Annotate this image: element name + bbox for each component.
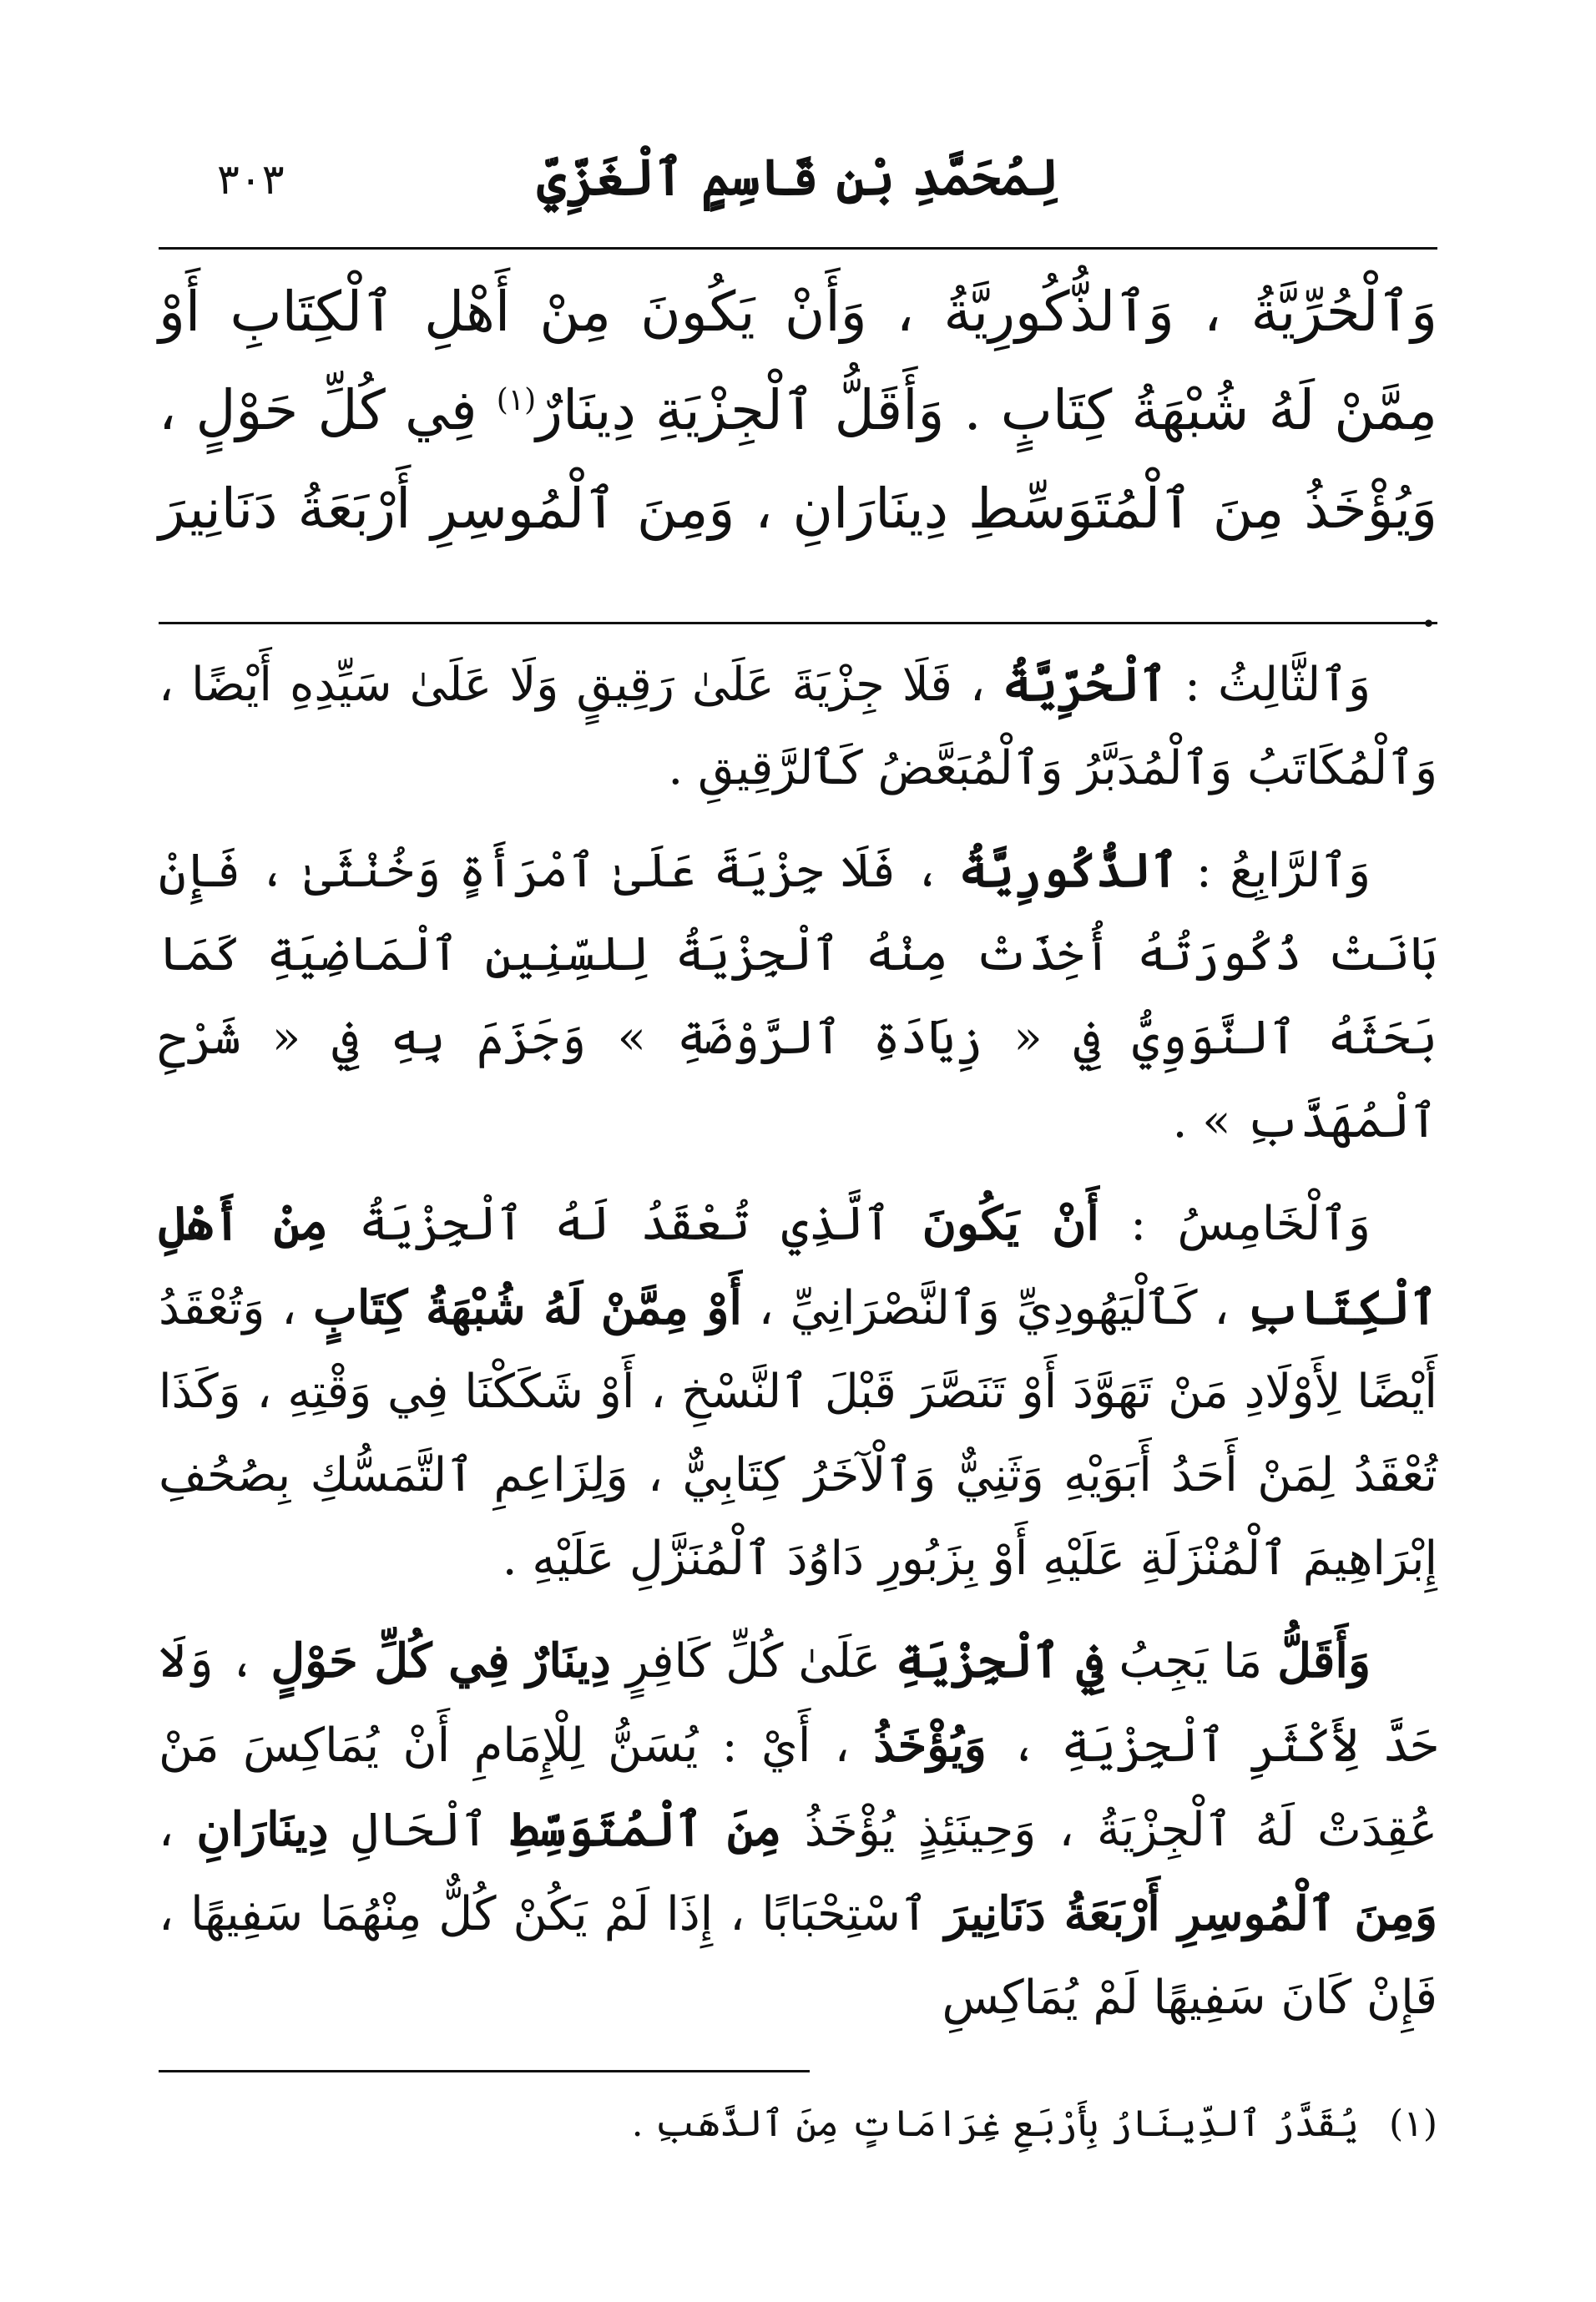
p4-rest: ٱسْتِحْبَابًا ، إِذَا لَمْ يَكُنْ كُلٌّ مِنْهُمَا سَفِيهًا ، فَإِنْ كَانَ سَفِيهًا لَمْ يُمَاكِسِ — [159, 1887, 1437, 2025]
matn-text — [159, 263, 1437, 657]
p3-bold-1: أَنْ يَكُونَ — [922, 1196, 1099, 1251]
matn-commentary-divider — [159, 622, 1437, 624]
p2-rest: ، فَلَا جِزْيَةَ عَلَىٰ ٱمْرَأَةٍ وَخُنْثَىٰ ، فَإِنْ بَانَتْ ذُكُورَتُهُ أُخِذَتْ مِنْهُ ٱلْجِزْيَةُ لِلسِّنِينِ ٱلْمَاضِيَةِ كَمَا بَحَثَهُ ٱلنَّوَوِيُّ فِي « زِيَادَةِ ٱلرَّوْضَةِ » وَجَزَمَ بِهِ فِي « شَرْحِ ٱلْمُهَذَّبِ » . — [159, 844, 1437, 1148]
footnote-marker: (١) — [496, 383, 537, 417]
commentary — [159, 643, 1437, 2058]
footnote-text: يُقَدَّرُ ٱلدِّينَارُ بِأَرْبَعِ غِرَامَاتٍ مِنَ ٱلذَّهَبِ . — [631, 2103, 1360, 2145]
footnote — [159, 2095, 1437, 2153]
p4-mid-1: مَا يَجِبُ — [1104, 1634, 1278, 1689]
p4-mid-5: ٱلْحَالِ — [328, 1803, 512, 1857]
p4-mid-2: عَلَىٰ كُلِّ كَافِرٍ — [610, 1634, 896, 1689]
p4-bold-6: دِينَارَانِ — [196, 1802, 329, 1857]
p3-mid-1: ٱلَّذِي تُعْقَدُ لَهُ ٱلْجِزْيَةُ — [328, 1197, 922, 1251]
p4-bold-3: دِينَارٌ فِي كُلِّ حَوْلٍ — [270, 1633, 611, 1689]
commentary-paragraph-fourth — [159, 829, 1437, 1164]
footnote-number: (١) — [1389, 2103, 1437, 2145]
header-rule — [159, 247, 1437, 250]
p2-lead: وَٱلرَّابِعُ : — [1178, 844, 1371, 898]
matn-part-1: وَٱلْحُرِّيَّةُ ، وَٱلذُّكُورِيَّةُ ، وَأَنْ يَكُونَ مِنْ أَهْلِ ٱلْكِتَابِ أَوْ مِمَّنْ لَهُ شُبْهَةُ كِتَابٍ . وَأَقَلُّ ٱلْجِزْيَةِ دِينَارٌ — [159, 280, 1438, 442]
page-number: ٣٠٣ — [217, 155, 285, 204]
matn-part-2: فِي كُلِّ حَوْلٍ ، وَيُؤْخَذُ مِنَ ٱلْمُتَوَسِّطِ دِينَارَانِ ، وَمِنَ ٱلْمُوسِرِ أَرْبَعَةُ دَنَانِيرَ . — [159, 378, 1437, 639]
footnote-rule — [159, 2070, 810, 2072]
running-title: لِمُحَمَّدِ بْنِ قَاسِمٍ ٱلْغَزِّيِّ — [537, 149, 1059, 207]
p4-mid-3: ، وَلَا حَدَّ لِأَكْثَرِ ٱلْجِزْيَةِ ، — [159, 1634, 1437, 1773]
page-header — [159, 140, 1437, 232]
p3-rest: ، وَتُعْقَدُ أَيْضًا لِأَوْلَادِ مَنْ تَهَوَّدَ أَوْ تَنَصَّرَ قَبْلَ ٱلنَّسْخِ ، أَوْ شَكَكْنَا فِي وَقْتِهِ ، وَكَذَا تُعْقَدُ لِمَنْ أَحَدُ أَبَوَيْهِ وَثَنِيٌّ وَٱلْآخَرُ كِتَابِيٌّ ، وَلِزَاعِمِ ٱلتَّمَسُّكِ بِصُحُفِ إِبْرَاهِيمَ ٱلْمُنْزَلَةِ عَلَيْهِ أَوْ بِزَبُورِ دَاوُدَ ٱلْمُنَزَّلِ عَلَيْهِ . — [159, 1281, 1437, 1586]
p4-mid-4: ، أَيْ : يُسَنُّ لِلْإِمَامِ أَنْ يُمَاكِسَ مَنْ عُقِدَتْ لَهُ ٱلْجِزْيَةُ ، وَحِينَئِذٍ يُؤْخَذُ — [159, 1719, 1437, 1857]
commentary-paragraph-third — [159, 643, 1437, 810]
p1-rest: ، فَلَا جِزْيَةَ عَلَىٰ رَقِيقٍ وَلَا عَلَىٰ سَيِّدِهِ أَيْضًا ، وَٱلْمُكَاتَبُ وَٱلْمُدَبَّرُ وَٱلْمُبَعَّضُ كَٱلرَّقِيقِ . — [159, 658, 1437, 795]
commentary-paragraph-minimum — [159, 1619, 1437, 2040]
p3-mid-2: ، كَٱلْيَهُودِيِّ وَٱلنَّصْرَانِيِّ ، — [741, 1281, 1246, 1335]
p3-lead: وَٱلْخَامِسُ : — [1099, 1197, 1371, 1251]
p2-term: ٱلذُّكُورِيَّةُ — [959, 843, 1179, 898]
p3-bold-3: أَوْ مِمَّنْ لَهُ شُبْهَةُ كِتَابٍ — [313, 1280, 742, 1335]
p4-bold-2: فِي ٱلْجِزْيَةِ — [896, 1633, 1104, 1689]
commentary-paragraph-fifth — [159, 1182, 1437, 1601]
p1-lead: وَٱلثَّالِثُ : — [1167, 658, 1371, 712]
p4-bold-4: وَيُؤْخَذُ — [873, 1718, 987, 1773]
p4-bold-5: مِنَ ٱلْمُتَوَسِّطِ — [511, 1802, 782, 1857]
p1-term: ٱلْحُرِّيَّةُ — [1003, 657, 1168, 712]
p4-mid-6: ، — [159, 1803, 197, 1857]
p4-bold-7: وَمِنَ ٱلْمُوسِرِ أَرْبَعَةُ دَنَانِيرَ — [944, 1886, 1437, 1941]
p4-bold-1: وَأَقَلُّ — [1277, 1633, 1371, 1689]
p3-bold-2: مِنْ أَهْلِ ٱلْكِتَابِ — [159, 1196, 1437, 1335]
